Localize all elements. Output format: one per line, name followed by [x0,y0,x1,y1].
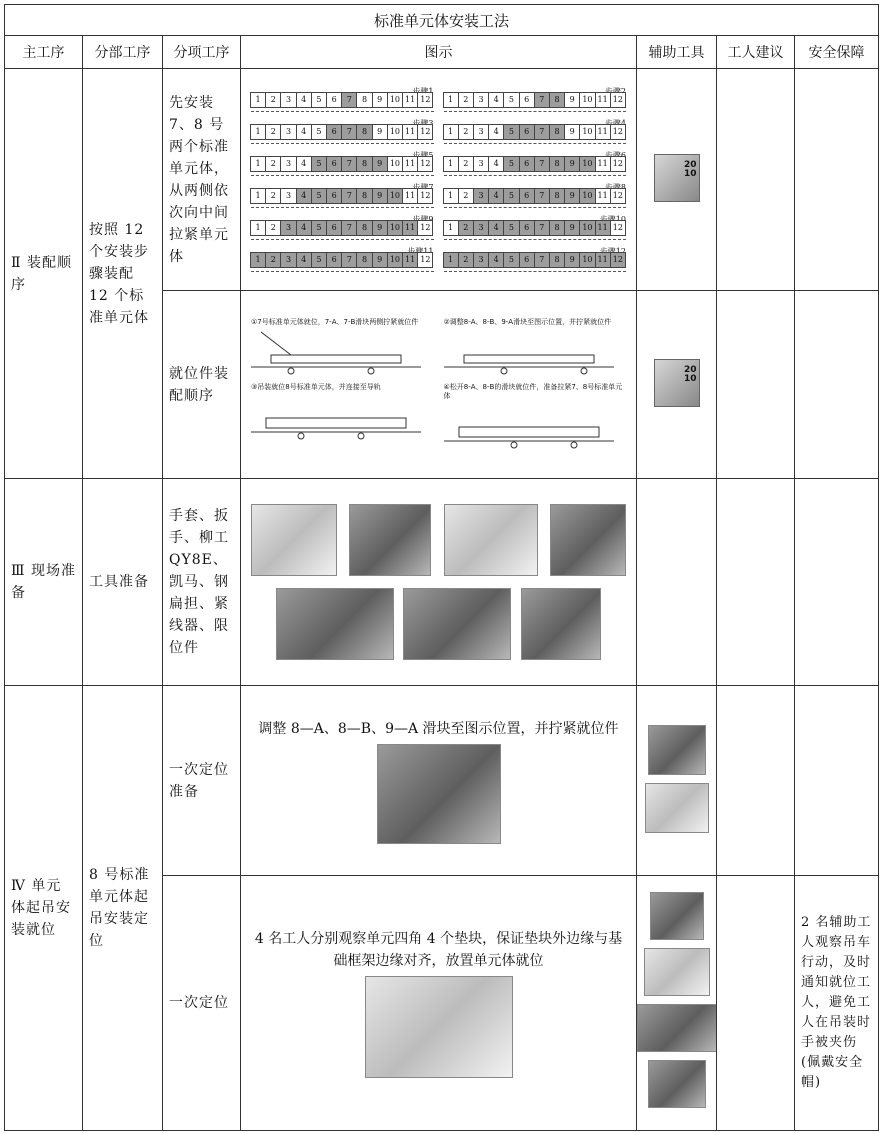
unit-box: 11 [595,252,611,268]
step-diagram [444,214,627,242]
advice-cell-2 [717,291,795,479]
step-diagram [444,182,627,210]
sub-process-4: 8 号标准单元体起吊安装定位 [83,686,163,1131]
unit-box: 8 [356,252,372,268]
diagram-3-caption: ③吊装就位8号标准单元体，并连接至导轨 [251,383,381,391]
beam-photo-small [637,1004,717,1052]
safety-note: 2 名辅助工人观察吊车行动，及时通知就位工人，避免工人在吊装时手被夹伤(佩戴安全帽) [795,876,879,1131]
header-main: 主工序 [5,36,83,69]
unit-box: 11 [402,220,418,236]
unit-box: 8 [549,252,565,268]
unit-box: 1 [250,188,266,204]
diagram-1-caption: ①7号标准单元体就位，7-A、7-B滑块两侧拧紧就位件 [251,318,419,326]
unit-box: 5 [503,92,519,108]
unit-box: 9 [564,188,580,204]
unit-box: 6 [519,252,535,268]
first-position-caption: 4 名工人分别观察单元四角 4 个垫块，保证垫块外边缘与基础框架边缘对齐，放置单元体就位 [254,931,623,969]
unit-box: 2 [458,156,474,172]
diagram-3 [251,383,434,451]
diagram-2 [444,318,627,377]
unit-box: 7 [341,220,357,236]
first-prep-caption: 调整 8—A、8—B、9—A 滑块至图示位置，并拧紧就位件 [258,720,619,737]
unit-box: 4 [488,252,504,268]
unit-box: 4 [296,252,312,268]
advice-cell-5 [717,876,795,1131]
rail [444,172,627,176]
unit-box: 7 [341,188,357,204]
diagram-3-drawing [251,392,421,442]
gloves-photo [251,504,337,576]
step-diagram [444,86,627,114]
step-diagram [444,150,627,178]
step-diagram [251,118,434,146]
locator-figure [241,291,637,479]
unit-box: 4 [488,156,504,172]
unit-box: 4 [296,156,312,172]
unit-box: 12 [417,188,433,204]
unit-box: 12 [417,220,433,236]
unit-box: 1 [443,124,459,140]
unit-box: 6 [519,124,535,140]
tensioner-photo [403,588,511,660]
unit-box: 2 [458,188,474,204]
unit-box: 12 [610,124,626,140]
step-diagram [251,214,434,242]
unit-box: 1 [443,188,459,204]
header-item: 分项工序 [163,36,241,69]
unit-box: 3 [473,188,489,204]
unit-box: 12 [417,92,433,108]
first-position-figure [241,876,637,1131]
unit-box: 3 [280,124,296,140]
unit-box: 5 [503,124,519,140]
worker-adjusting-photo [377,744,501,844]
unit-box: 6 [519,156,535,172]
unit-box: 10 [387,252,403,268]
limiter-photo-small [648,1060,706,1108]
unit-box: 11 [595,92,611,108]
tool-cell-3 [637,479,717,686]
unit-box: 1 [250,156,266,172]
safety-cell-4 [795,686,879,876]
unit-box: 9 [564,92,580,108]
sub-process-2: 按照 12 个安装步骤装配 12 个标准单元体 [83,69,163,479]
tool-cell-1 [637,69,717,291]
unit-box: 2 [458,124,474,140]
unit-box: 12 [610,156,626,172]
unit-box: 3 [280,220,296,236]
autocad-icon: 20 10 [654,154,700,202]
rail [444,140,627,144]
tools-figure [241,479,637,686]
unit-box: 5 [503,220,519,236]
unit-box: 8 [356,220,372,236]
unit-box: 11 [402,92,418,108]
unit-box: 11 [595,156,611,172]
unit-box: 9 [372,188,388,204]
unit-box: 6 [326,156,342,172]
unit-box: 5 [311,124,327,140]
unit-box: 9 [564,156,580,172]
step-figure [241,69,637,291]
wrench-photo-small [648,725,706,775]
unit-box: 3 [473,252,489,268]
unit-box: 9 [564,252,580,268]
unit-box: 6 [519,92,535,108]
unit-box: 4 [296,188,312,204]
unit-box: 11 [402,124,418,140]
unit-box: 9 [564,124,580,140]
unit-box: 8 [549,124,565,140]
unit-box: 4 [488,188,504,204]
unit-box: 8 [356,124,372,140]
unit-box: 10 [387,124,403,140]
crane-photo-small [644,948,710,996]
unit-box: 12 [417,156,433,172]
unit-box: 1 [443,220,459,236]
safety-cell-3 [795,479,879,686]
step-diagram [251,86,434,114]
unit-box: 2 [265,156,281,172]
header-sub: 分部工序 [83,36,163,69]
unit-box: 6 [326,124,342,140]
unit-box: 4 [296,124,312,140]
unit-box: 7 [534,124,550,140]
autocad-icon: 20 10 [654,359,700,407]
unit-box: 9 [372,92,388,108]
unit-box: 11 [402,188,418,204]
unit-box: 6 [326,188,342,204]
unit-box: 2 [265,124,281,140]
method-table [4,4,879,1131]
unit-box: 5 [503,188,519,204]
unit-box: 12 [610,188,626,204]
rail [251,172,434,176]
unit-box: 7 [341,124,357,140]
unit-box: 7 [534,252,550,268]
unit-box: 12 [610,252,626,268]
table-title: 标准单元体安装工法 [5,5,879,36]
advice-cell-1 [717,69,795,291]
limiter-photo [521,588,601,660]
unit-box: 7 [534,220,550,236]
unit-box: 7 [341,252,357,268]
truck-photo-small [650,892,704,940]
unit-box: 5 [311,220,327,236]
unit-box: 4 [488,92,504,108]
unit-box: 1 [443,156,459,172]
unit-box: 5 [311,92,327,108]
first-prep-figure [241,686,637,876]
tool-cell-5 [637,876,717,1131]
steel-beam-photo [276,588,394,660]
step-diagram [444,246,627,274]
tool-cell-4 [637,686,717,876]
rail [251,204,434,208]
step-diagram [251,246,434,274]
header-advice: 工人建议 [717,36,795,69]
tool-cell-2 [637,291,717,479]
unit-box: 9 [372,220,388,236]
main-process-3: Ⅲ 现场准备 [5,479,83,686]
unit-box: 11 [595,220,611,236]
unit-box: 12 [610,220,626,236]
unit-box: 6 [326,252,342,268]
unit-box: 3 [280,92,296,108]
unit-box: 2 [265,220,281,236]
unit-box: 6 [519,220,535,236]
wrench-photo [349,504,431,576]
unit-box: 9 [372,156,388,172]
unit-box: 10 [579,124,595,140]
unit-box: 8 [356,92,372,108]
safety-cell-1 [795,69,879,291]
unit-box: 6 [326,92,342,108]
unit-box: 10 [387,220,403,236]
site-workers-photo [365,976,513,1078]
unit-box: 10 [579,188,595,204]
unit-box: 10 [387,156,403,172]
item-tools: 手套、扳手、柳工 QY8E、凯马、钢扁担、紧线器、限位件 [163,479,241,686]
unit-box: 9 [372,124,388,140]
advice-cell-4 [717,686,795,876]
item-first-position: 一次定位 [163,876,241,1131]
rail [251,140,434,144]
diagram-4-caption: ④松开8-A、8-B的滑块就位件，准备拉紧7、8号标准单元体 [443,383,623,400]
unit-box: 9 [564,220,580,236]
unit-box: 11 [402,252,418,268]
main-process-4: Ⅳ 单元体起吊安装就位 [5,686,83,1131]
unit-box: 4 [296,92,312,108]
unit-box: 12 [610,92,626,108]
unit-box: 5 [311,156,327,172]
unit-box: 2 [458,220,474,236]
unit-box: 10 [579,92,595,108]
unit-box: 8 [549,220,565,236]
unit-box: 8 [356,156,372,172]
item-locator-order: 就位件装配顺序 [163,291,241,479]
crane-photo [444,504,538,576]
rail [251,108,434,112]
unit-box: 5 [503,156,519,172]
unit-box: 3 [280,188,296,204]
unit-box: 5 [311,188,327,204]
unit-box: 10 [579,156,595,172]
unit-box: 3 [473,124,489,140]
item-assembly-order: 先安装 7、8 号两个标准单元体，从两侧依次向中间拉紧单元体 [163,69,241,291]
step-diagram [444,118,627,146]
unit-box: 3 [473,220,489,236]
unit-box: 12 [417,252,433,268]
unit-box: 1 [443,252,459,268]
unit-box: 1 [250,220,266,236]
unit-box: 9 [372,252,388,268]
unit-box: 10 [579,252,595,268]
unit-box: 1 [250,252,266,268]
unit-box: 3 [473,92,489,108]
unit-box: 3 [473,156,489,172]
unit-box: 10 [387,188,403,204]
unit-box: 4 [488,220,504,236]
unit-box: 6 [326,220,342,236]
unit-box: 1 [443,92,459,108]
unit-box: 7 [341,92,357,108]
unit-box: 4 [488,124,504,140]
rail [444,204,627,208]
unit-box: 3 [280,252,296,268]
unit-box: 2 [265,252,281,268]
unit-box: 1 [250,124,266,140]
unit-box: 5 [311,252,327,268]
sub-process-3: 工具准备 [83,479,163,686]
unit-box: 8 [549,92,565,108]
header-tools: 辅助工具 [637,36,717,69]
step-diagram [251,150,434,178]
diagram-1 [251,318,434,377]
unit-box: 11 [595,124,611,140]
unit-box: 7 [341,156,357,172]
rail [444,108,627,112]
unit-box: 3 [280,156,296,172]
unit-box: 8 [549,188,565,204]
safety-cell-2 [795,291,879,479]
unit-box: 7 [534,156,550,172]
header-figure: 图示 [241,36,637,69]
diagram-4-drawing [444,401,614,451]
unit-box: 4 [296,220,312,236]
rail [444,268,627,272]
unit-box: 7 [534,188,550,204]
unit-box: 12 [417,124,433,140]
unit-box: 11 [402,156,418,172]
step-diagram [251,182,434,210]
header-safety: 安全保障 [795,36,879,69]
unit-box: 11 [595,188,611,204]
rail [251,268,434,272]
unit-box: 5 [503,252,519,268]
diagram-2-caption: ②调整8-A、8-B、9-A滑块至图示位置，并拧紧就位件 [443,318,612,326]
unit-box: 8 [549,156,565,172]
unit-box: 7 [534,92,550,108]
item-first-prep: 一次定位准备 [163,686,241,876]
diagram-4 [444,383,627,451]
unit-box: 2 [458,92,474,108]
unit-box: 8 [356,188,372,204]
advice-cell-3 [717,479,795,686]
unit-box: 2 [458,252,474,268]
rail [251,236,434,240]
unit-box: 2 [265,188,281,204]
unit-box: 10 [387,92,403,108]
gloves-photo-small [645,783,709,833]
unit-box: 10 [579,220,595,236]
unit-box: 1 [250,92,266,108]
diagram-1-drawing [251,327,421,377]
unit-box: 6 [519,188,535,204]
step-grid [241,80,636,280]
diagram-2-drawing [444,327,614,377]
rail [444,236,627,240]
unit-box: 2 [265,92,281,108]
truck-photo [550,504,626,576]
main-process-2: Ⅱ 装配顺序 [5,69,83,479]
